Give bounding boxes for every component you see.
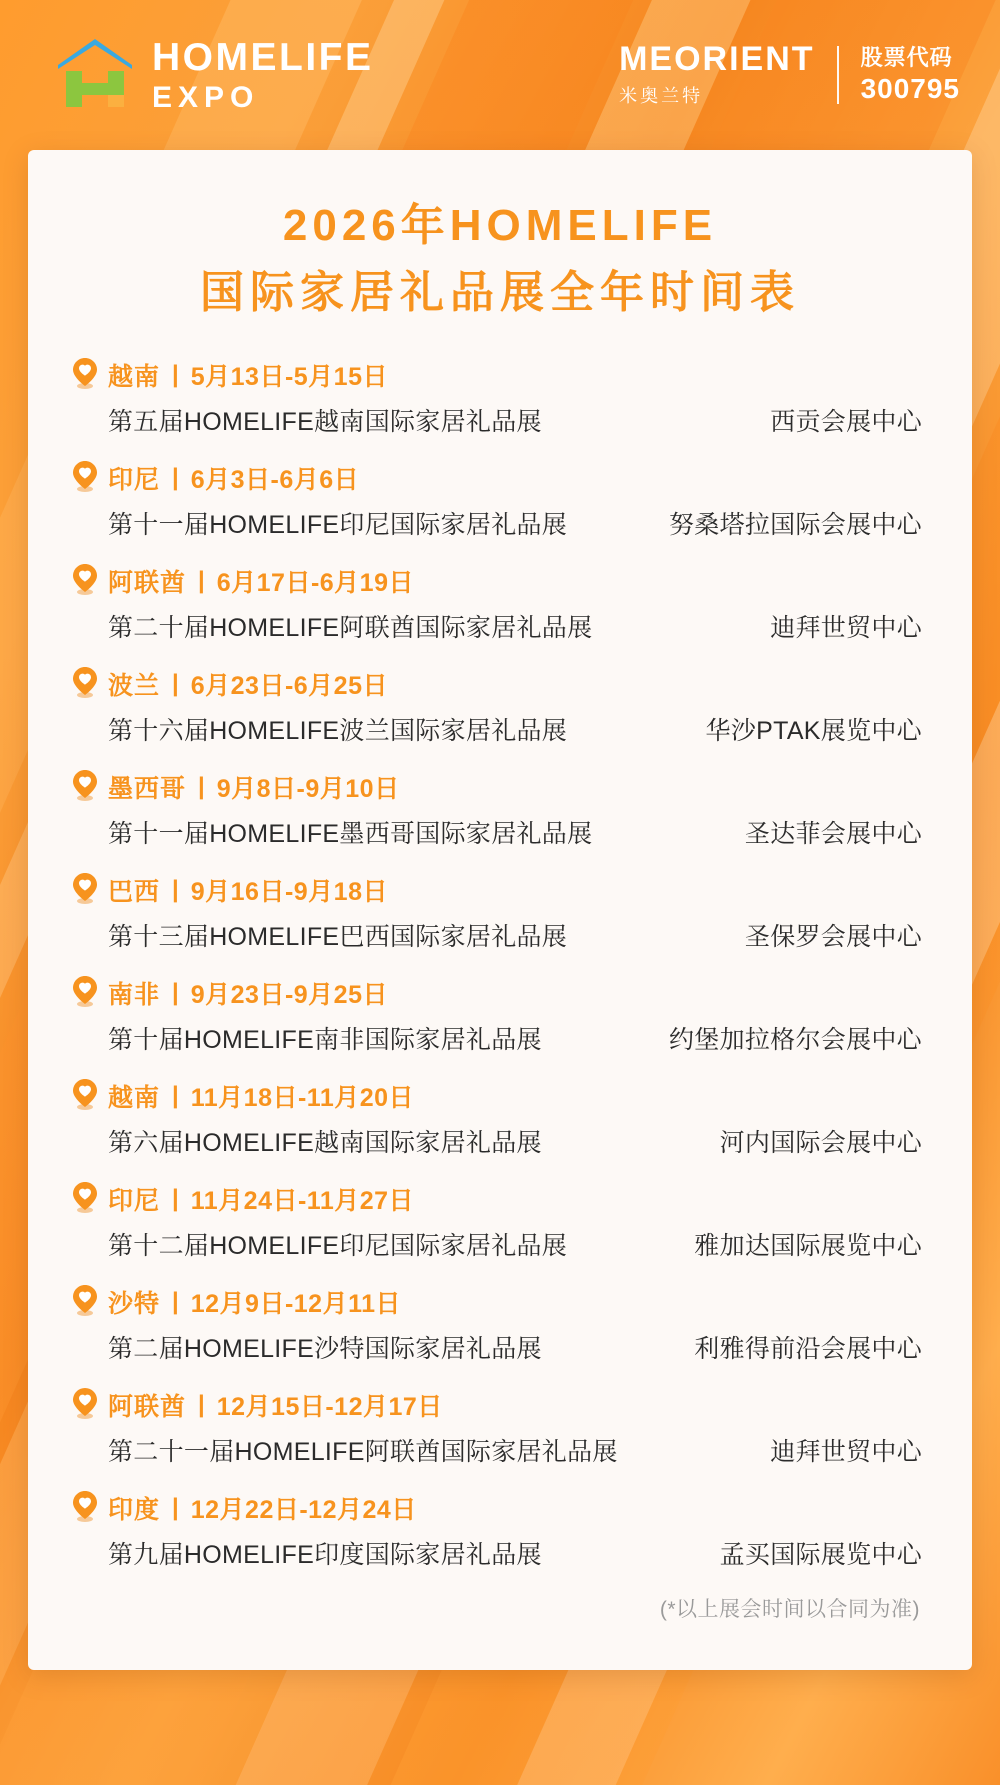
event-row xyxy=(72,1284,928,1365)
event-name: 第二届HOMELIFE沙特国际家居礼品展 xyxy=(108,1334,542,1363)
event-venue: 华沙PTAK展览中心 xyxy=(705,716,922,745)
event-row xyxy=(72,1490,928,1571)
event-separator: | xyxy=(198,1391,205,1419)
event-country: 巴西 xyxy=(108,878,161,907)
event-venue: 圣达菲会展中心 xyxy=(744,819,922,848)
event-dates: 6月17日-6月19日 xyxy=(216,569,414,598)
event-country: 波兰 xyxy=(108,672,161,701)
footnote: (*以上展会时间以合同为准) xyxy=(659,1597,920,1621)
event-venue: 约堡加拉格尔会展中心 xyxy=(668,1025,922,1054)
brand-name-cn: 米奥兰特 xyxy=(619,85,704,106)
event-venue: 圣保罗会展中心 xyxy=(744,922,922,951)
event-dates: 12月15日-12月17日 xyxy=(216,1393,443,1422)
event-dates: 11月24日-11月27日 xyxy=(190,1187,415,1216)
location-pin-icon xyxy=(72,1284,98,1321)
event-dates: 9月8日-9月10日 xyxy=(216,775,400,804)
event-country: 越南 xyxy=(108,1084,161,1113)
location-pin-icon xyxy=(72,357,98,394)
event-separator: | xyxy=(172,1494,179,1522)
event-separator: | xyxy=(172,1185,179,1213)
event-separator: | xyxy=(172,464,179,492)
event-separator: | xyxy=(172,670,179,698)
event-venue: 努桑塔拉国际会展中心 xyxy=(668,510,922,539)
brand-name-en: MEORIENT xyxy=(619,40,815,79)
event-country: 阿联酋 xyxy=(108,569,187,598)
event-venue: 西贡会展中心 xyxy=(770,407,922,436)
location-pin-icon xyxy=(72,1490,98,1527)
event-dates: 9月16日-9月18日 xyxy=(190,878,388,907)
location-pin-icon xyxy=(72,1181,98,1218)
event-name: 第六届HOMELIFE越南国际家居礼品展 xyxy=(108,1128,542,1157)
event-country: 阿联酋 xyxy=(108,1393,187,1422)
event-row xyxy=(72,460,928,541)
event-name: 第十二届HOMELIFE印尼国际家居礼品展 xyxy=(108,1231,568,1260)
event-separator: | xyxy=(172,876,179,904)
event-name: 第五届HOMELIFE越南国际家居礼品展 xyxy=(108,407,542,436)
poster-header xyxy=(0,0,1000,150)
event-name: 第十三届HOMELIFE巴西国际家居礼品展 xyxy=(108,922,568,951)
location-pin-icon xyxy=(72,563,98,600)
location-pin-icon xyxy=(72,769,98,806)
event-row xyxy=(72,975,928,1056)
event-separator: | xyxy=(172,1288,179,1316)
event-row xyxy=(72,666,928,747)
event-venue: 利雅得前沿会展中心 xyxy=(694,1334,922,1363)
event-country: 印尼 xyxy=(108,1187,161,1216)
location-pin-icon xyxy=(72,460,98,497)
event-country: 南非 xyxy=(108,981,161,1010)
event-row xyxy=(72,1181,928,1262)
event-row xyxy=(72,1078,928,1159)
event-country: 印度 xyxy=(108,1496,161,1525)
event-country: 越南 xyxy=(108,363,161,392)
event-dates: 12月22日-12月24日 xyxy=(190,1496,417,1525)
brand-divider xyxy=(837,46,839,104)
event-separator: | xyxy=(198,773,205,801)
event-row xyxy=(72,769,928,850)
event-name: 第十六届HOMELIFE波兰国际家居礼品展 xyxy=(108,716,568,745)
house-hl-icon xyxy=(52,35,138,115)
event-dates: 5月13日-5月15日 xyxy=(190,363,388,392)
event-name: 第十一届HOMELIFE墨西哥国际家居礼品展 xyxy=(108,819,593,848)
homelife-logo xyxy=(52,35,374,115)
event-dates: 11月18日-11月20日 xyxy=(190,1084,415,1113)
title-line-2: 国际家居礼品展全年时间表 xyxy=(200,268,800,318)
event-separator: | xyxy=(198,567,205,595)
stock-code: 300795 xyxy=(860,72,960,104)
location-pin-icon xyxy=(72,1387,98,1424)
event-row xyxy=(72,563,928,644)
event-name: 第九届HOMELIFE印度国际家居礼品展 xyxy=(108,1540,542,1569)
title-line-1: 2026年HOMELIFE xyxy=(282,201,718,250)
event-venue: 河内国际会展中心 xyxy=(719,1128,922,1157)
location-pin-icon xyxy=(72,666,98,703)
event-venue: 孟买国际展览中心 xyxy=(719,1540,922,1569)
logo-line-1: HOMELIFE xyxy=(152,35,374,79)
event-country: 沙特 xyxy=(108,1290,161,1319)
event-row xyxy=(72,1387,928,1468)
schedule-card xyxy=(28,150,972,1670)
stock-label: 股票代码 xyxy=(860,45,953,71)
event-venue: 迪拜世贸中心 xyxy=(770,1437,922,1466)
meorient-brand xyxy=(619,42,960,108)
event-name: 第十一届HOMELIFE印尼国际家居礼品展 xyxy=(108,510,568,539)
event-dates: 12月9日-12月11日 xyxy=(190,1290,402,1319)
event-row xyxy=(72,357,928,438)
event-separator: | xyxy=(172,1082,179,1110)
location-pin-icon xyxy=(72,1078,98,1115)
event-dates: 9月23日-9月25日 xyxy=(190,981,388,1010)
event-list xyxy=(28,357,972,1571)
event-venue: 雅加达国际展览中心 xyxy=(694,1231,922,1260)
stock-info xyxy=(861,45,960,104)
event-dates: 6月23日-6月25日 xyxy=(190,672,388,701)
event-separator: | xyxy=(172,979,179,1007)
event-row xyxy=(72,872,928,953)
event-name: 第二十届HOMELIFE阿联酋国际家居礼品展 xyxy=(108,613,593,642)
event-country: 印尼 xyxy=(108,466,161,495)
event-venue: 迪拜世贸中心 xyxy=(770,613,922,642)
location-pin-icon xyxy=(72,872,98,909)
logo-line-2: EXPO xyxy=(152,80,260,114)
event-separator: | xyxy=(172,361,179,389)
page-title xyxy=(28,196,972,323)
event-name: 第十届HOMELIFE南非国际家居礼品展 xyxy=(108,1025,542,1054)
event-country: 墨西哥 xyxy=(108,775,187,804)
event-name: 第二十一届HOMELIFE阿联酋国际家居礼品展 xyxy=(108,1437,618,1466)
location-pin-icon xyxy=(72,975,98,1012)
event-dates: 6月3日-6月6日 xyxy=(190,466,360,495)
